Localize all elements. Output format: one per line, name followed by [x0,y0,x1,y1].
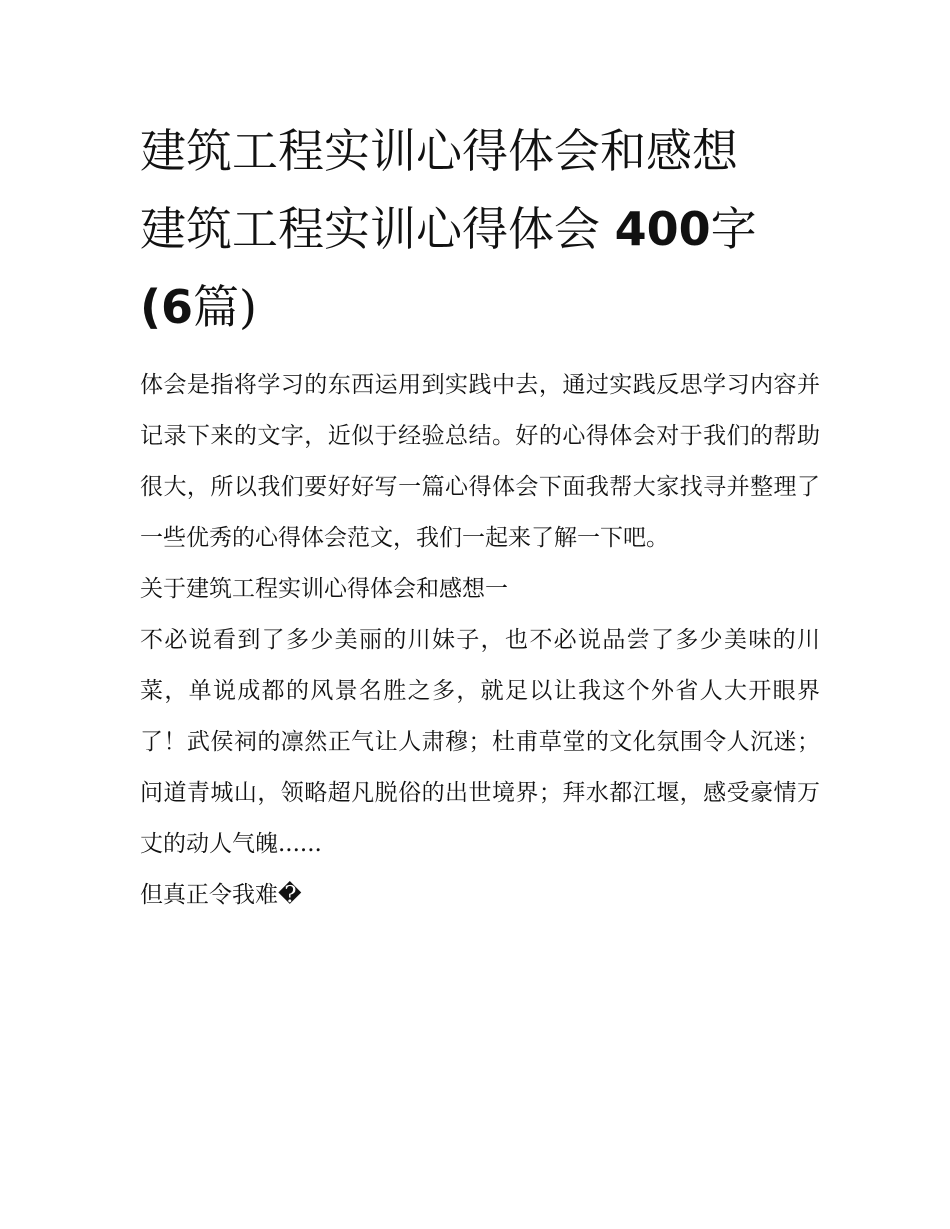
title-line-1: 建筑工程实训心得体会和感想 [140,124,738,178]
title-line-2-text: 建筑工程实训心得体会 [140,202,600,256]
title-count-suffix: 篇) [193,280,257,334]
truncated-paragraph: 但真正令我难� [140,882,302,908]
title-line-2-suffix: 字 [710,202,757,256]
intro-paragraph: 体会是指将学习的东西运用到实践中去，通过实践反思学习内容并记录下来的文字，近似于经验总结。好的心得体会对于我们的帮助很大，所以我们要好好写一篇心得体会下面我帮大家找寻并整理了一些优秀的心得体会范文，我们一起来了解一下吧。 [140,372,820,551]
body-paragraph: 不必说看到了多少美丽的川妹子，也不必说品尝了多少美味的川菜，单说成都的风景名胜之多，就足以让我这个外省人大开眼界了！武侯祠的凛然正气让人肃穆；杜甫草堂的文化氛围令人沉迷；问道青城山，领略超凡脱俗的出世境界；拜水都江堰，感受豪情万丈的动人气魄...... [140,627,820,857]
document-content [140,112,820,921]
title-count: (6 [140,280,194,334]
document-title [140,112,820,346]
title-number: 400 [614,202,711,256]
section-heading: 关于建筑工程实训心得体会和感想一 [140,576,508,602]
